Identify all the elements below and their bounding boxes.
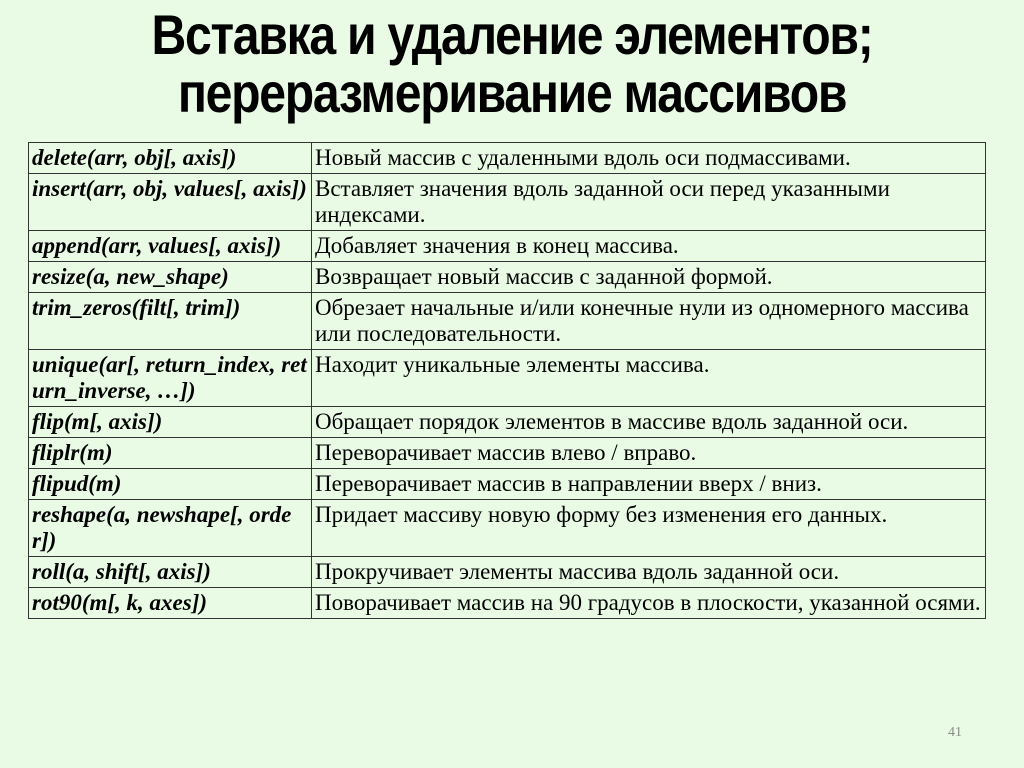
function-signature: flip(m[, axis]): [29, 407, 312, 438]
table-row: [29, 557, 986, 588]
functions-table: [28, 142, 986, 619]
table-row: [29, 293, 986, 350]
table-row: [29, 500, 986, 557]
function-description: Переворачивает массив в направлении вверх / вниз.: [312, 469, 986, 500]
function-description: Придает массиву новую форму без изменения его данных.: [312, 500, 986, 557]
function-signature: insert(arr, obj, values[, axis]): [29, 174, 312, 231]
function-description: Прокручивает элементы массива вдоль заданной оси.: [312, 557, 986, 588]
function-description: Возвращает новый массив с заданной формой.: [312, 262, 986, 293]
table-row: [29, 143, 986, 174]
function-description: Находит уникальные элементы массива.: [312, 350, 986, 407]
table-row: [29, 469, 986, 500]
function-signature: flipud(m): [29, 469, 312, 500]
function-signature: unique(ar[, return_index, return_inverse, …]): [29, 350, 312, 407]
table-row: [29, 438, 986, 469]
table-row: [29, 174, 986, 231]
function-signature: fliplr(m): [29, 438, 312, 469]
table-row: [29, 407, 986, 438]
function-signature: trim_zeros(filt[, trim]): [29, 293, 312, 350]
function-description: Новый массив с удаленными вдоль оси подмассивами.: [312, 143, 986, 174]
function-description: Добавляет значения в конец массива.: [312, 231, 986, 262]
function-description: Обращает порядок элементов в массиве вдоль заданной оси.: [312, 407, 986, 438]
function-description: Обрезает начальные и/или конечные нули из одномерного массива или последовательности.: [312, 293, 986, 350]
title-line-2: переразмеривание массивов: [177, 61, 847, 124]
function-signature: rot90(m[, k, axes]): [29, 588, 312, 619]
function-signature: roll(a, shift[, axis]): [29, 557, 312, 588]
table-row: [29, 350, 986, 407]
function-description: Поворачивает массив на 90 градусов в плоскости, указанной осями.: [312, 588, 986, 619]
table-row: [29, 588, 986, 619]
function-signature: append(arr, values[, axis]): [29, 231, 312, 262]
table-row: [29, 262, 986, 293]
function-description: Переворачивает массив влево / вправо.: [312, 438, 986, 469]
page-number: 41: [948, 725, 962, 740]
function-description: Вставляет значения вдоль заданной оси перед указанными индексами.: [312, 174, 986, 231]
function-signature: resize(a, new_shape): [29, 262, 312, 293]
table-row: [29, 231, 986, 262]
function-signature: delete(arr, obj[, axis]): [29, 143, 312, 174]
title-line-1: Вставка и удаление элементов;: [151, 3, 873, 66]
page-title: [106, 3, 918, 124]
function-signature: reshape(a, newshape[, order]): [29, 500, 312, 557]
